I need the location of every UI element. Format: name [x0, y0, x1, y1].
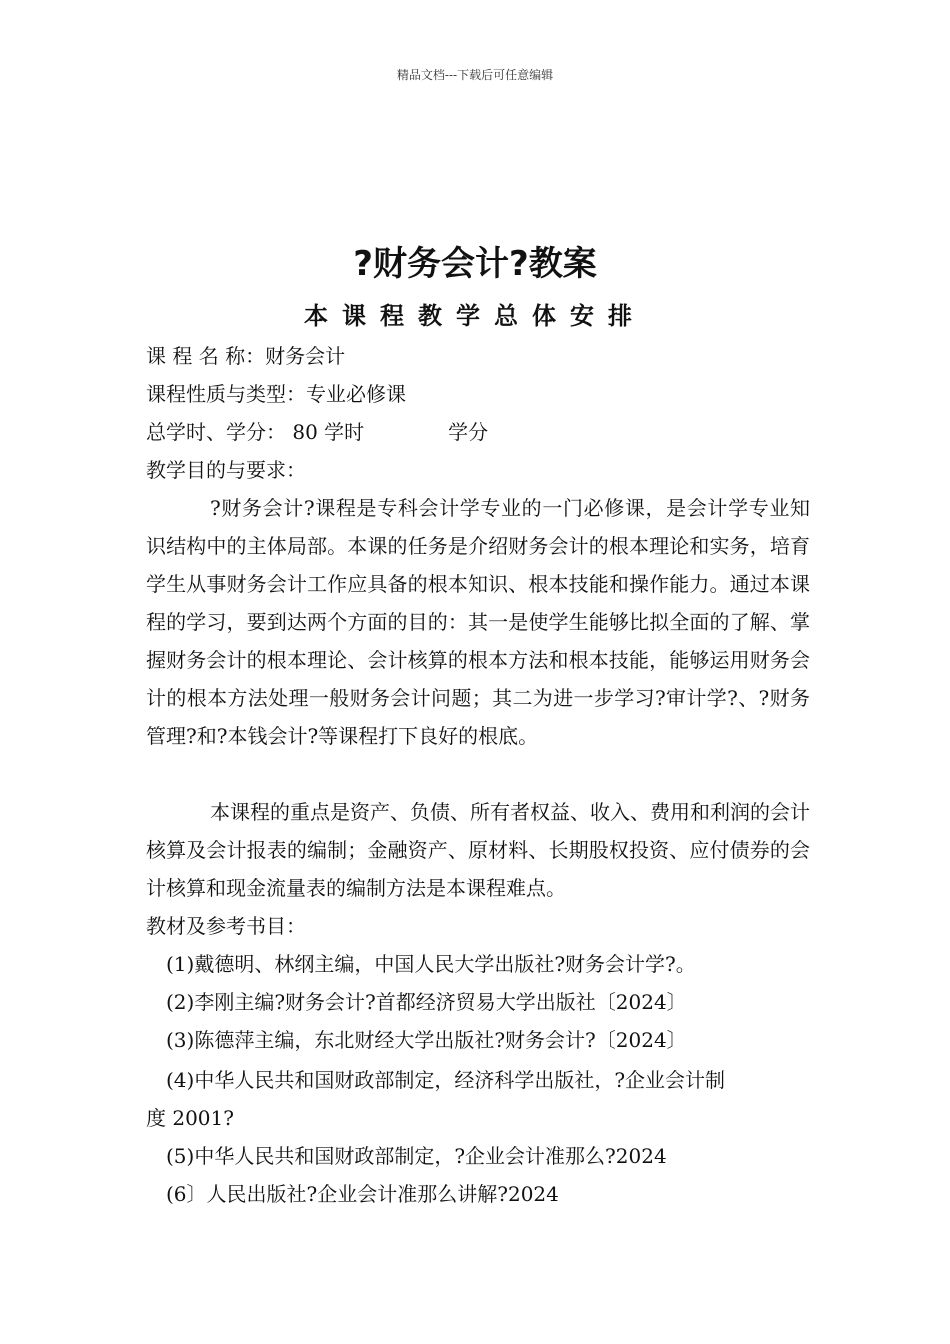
reference-item: (3)陈德萍主编，东北财经大学出版社?财务会计?〔2024〕: [166, 1028, 687, 1052]
reference-item: (4)中华人民共和国财政部制定，经济科学出版社，?企业会计制: [166, 1068, 726, 1092]
paragraph-goals: ?财务会计?课程是专科会计学专业的一门必修课，是会计学专业知识结构中的主体局部。本课的任务是介绍财务会计的根本理论和实务，培育学生从事财务会计工作应具备的根本知识、根本技能和操作能力。通过本课程的学习，要到达两个方面的目的：其一是使学生能够比拟全面的了解、掌握财务会计的根本理论、会计核算的根本方法和根本技能，能够运用财务会计的根本方法处理一般财务会计问题；其二为进一步学习?审计学?、?财务管理?和?本钱会计?等课程打下良好的根底。: [146, 496, 810, 748]
references-label: 教材及参考书目：: [146, 914, 306, 938]
header-note: 精品文档---下载后可任意编辑: [396, 68, 554, 82]
reference-item: (5)中华人民共和国财政部制定，?企业会计准那么?2024: [166, 1144, 667, 1168]
goals-label: 教学目的与要求：: [146, 458, 306, 482]
credits-label: 学分: [448, 420, 489, 444]
hours-label: 总学时、学分： 80 学时: [146, 420, 365, 444]
reference-item: (2)李刚主编?财务会计?首都经济贸易大学出版社〔2024〕: [166, 990, 687, 1014]
document-title: ?财务会计?教案: [353, 244, 597, 284]
course-name-line: 课 程 名 称：财务会计: [146, 344, 346, 368]
hours-credits-line: [146, 413, 488, 451]
reference-item: (1)戴德明、林纲主编，中国人民大学出版社?财务会计学?。: [166, 952, 696, 976]
reference-item: (6〕人民出版社?企业会计准那么讲解?2024: [166, 1182, 559, 1206]
paragraph-focus: 本课程的重点是资产、负债、所有者权益、收入、费用和利润的会计核算及会计报表的编制；金融资产、原材料、长期股权投资、应付债券的会计核算和现金流量表的编制方法是本课程难点。: [146, 800, 810, 900]
document-subtitle: 本课程教学总体安排: [304, 302, 646, 330]
reference-item-continued: 度 2001?: [146, 1106, 234, 1130]
course-type-line: 课程性质与类型：专业必修课: [146, 382, 406, 406]
